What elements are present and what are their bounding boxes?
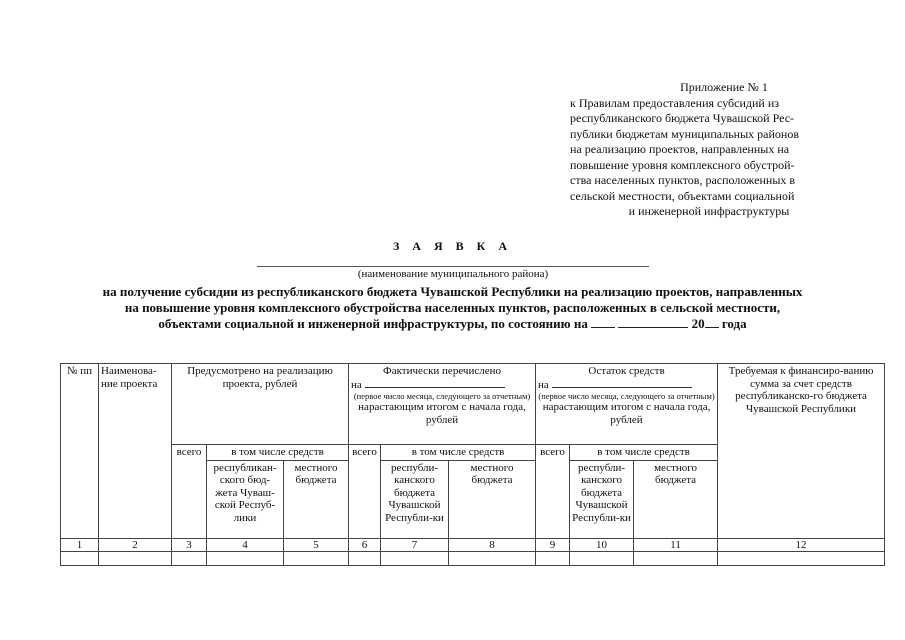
application-table [60, 363, 885, 566]
appendix-last-line: и инженерной инфраструктуры [628, 204, 790, 218]
remainder-month-note: (первое число месяца, следующего за отчетным) [538, 391, 715, 401]
heading-line: на получение субсидии из республиканского бюджета Чувашской Республики на реализацию проектов, направленных [102, 284, 803, 299]
planned-total: всего [172, 445, 207, 539]
table-cell [284, 552, 349, 566]
appendix-text [570, 96, 848, 205]
table-cell [634, 552, 718, 566]
column-number: 3 [172, 538, 207, 552]
transferred-month-note: (первое число месяца, следующего за отчетным) [353, 391, 531, 401]
heading-end: года [721, 316, 747, 331]
day-blank [591, 317, 615, 328]
transferred-date-blank [365, 378, 505, 388]
column-number: 8 [449, 538, 536, 552]
table-cell [349, 552, 381, 566]
header-remainder [536, 364, 718, 445]
transferred-local-budget: местного бюджета [449, 460, 536, 538]
appendix-line: сельской местности, объектами социальной [570, 188, 795, 203]
planned-republic-budget: республикан-ского бюд-жета Чуваш-ской Респуб-лики [207, 460, 284, 538]
column-number: 6 [349, 538, 381, 552]
municipality-caption: (наименование муниципального района) [357, 268, 549, 280]
heading-line-last [40, 316, 865, 332]
remainder-title: Остаток средств [588, 365, 665, 377]
appendix-title: Приложение № 1 [680, 80, 768, 94]
table-cell [172, 552, 207, 566]
column-number: 5 [284, 538, 349, 552]
column-number: 2 [99, 538, 172, 552]
table-row [61, 552, 885, 566]
transferred-date [351, 378, 533, 392]
appendix-line: повышение уровня комплексного обустрой- [570, 157, 795, 172]
transferred-cumulative-note: нарастающим итогом с начала года, рублей [358, 401, 526, 426]
column-number: 1 [61, 538, 99, 552]
table-cell [207, 552, 284, 566]
remainder-on-label: на [538, 378, 549, 391]
table-cell [381, 552, 449, 566]
appendix-line: к Правилам предоставления субсидий из [570, 95, 780, 110]
column-number: 12 [718, 538, 885, 552]
column-number-row [61, 538, 885, 552]
transferred-title: Фактически перечислено [383, 365, 501, 377]
table-cell [570, 552, 634, 566]
transferred-on-label: на [351, 378, 362, 391]
planned-including: в том числе средств [207, 445, 349, 461]
table-cell [536, 552, 570, 566]
document-title: З А Я В К А [392, 239, 513, 253]
column-number: 10 [570, 538, 634, 552]
remainder-republic-budget: республи-канского бюджета Чувашской Республи-ки [570, 460, 634, 538]
planned-local-budget: местного бюджета [284, 460, 349, 538]
remainder-date-blank [552, 378, 692, 388]
appendix-line: на реализацию проектов, направленных на [570, 142, 790, 156]
remainder-cumulative-note: нарастающим итогом с начала года, рублей [542, 401, 711, 426]
transferred-republic-budget: республи-канского бюджета Чувашской Республи-ки [381, 460, 449, 538]
column-number: 11 [634, 538, 718, 552]
table-cell [449, 552, 536, 566]
table-cell [61, 552, 99, 566]
transferred-total: всего [349, 445, 381, 539]
appendix-line: ства населенных пунктов, расположенных в [570, 173, 796, 187]
header-planned: Предусмотрено на реализацию проекта, рублей [172, 364, 349, 445]
column-number: 9 [536, 538, 570, 552]
appendix-line: публики бюджетам муниципальных районов [570, 126, 799, 141]
remainder-local-budget: местного бюджета [634, 460, 718, 538]
header-number: № пп [61, 364, 99, 539]
header-transferred [349, 364, 536, 445]
table-cell [718, 552, 885, 566]
transferred-including: в том числе средств [381, 445, 536, 461]
header-required-amount: Требуемая к финансиро-ванию сумма за счет средств республиканско-го бюджета Чувашской Республики [718, 364, 885, 539]
year-blank [705, 317, 719, 328]
remainder-including: в том числе средств [570, 445, 718, 461]
heading-line: на повышение уровня комплексного обустройства населенных пунктов, расположенных в сельской местности, [124, 300, 781, 315]
document-heading [40, 284, 865, 332]
month-blank [618, 317, 688, 328]
appendix-block [570, 80, 848, 220]
remainder-date [538, 378, 715, 392]
heading-last-text: объектами социальной и инженерной инфраструктуры, по состоянию на [158, 316, 588, 331]
appendix-line: республиканского бюджета Чувашской Рес- [570, 111, 795, 125]
remainder-total: всего [536, 445, 570, 539]
table-cell [99, 552, 172, 566]
column-number: 7 [381, 538, 449, 552]
heading-year: 20 [691, 316, 705, 331]
column-number: 4 [207, 538, 284, 552]
header-project-name: Наименова-ние проекта [99, 364, 172, 539]
municipality-blank-line [257, 266, 649, 267]
